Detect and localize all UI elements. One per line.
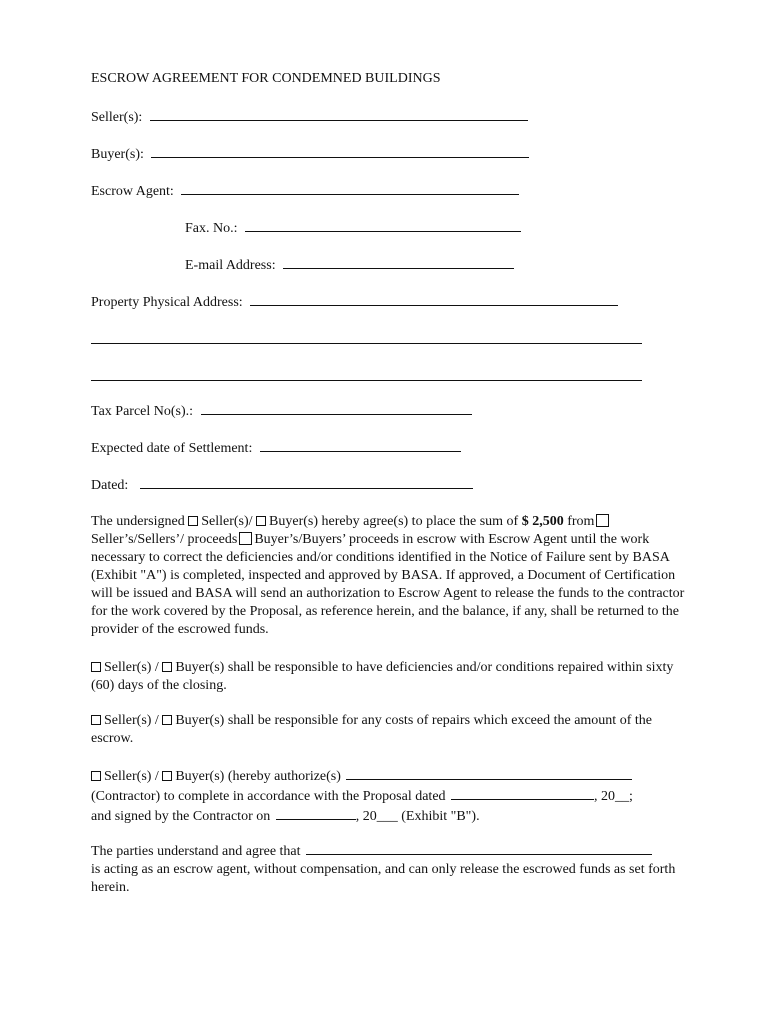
tax-parcel-label: Tax Parcel No(s).:	[91, 404, 194, 419]
para1-text-6: Buyer’s/Buyers’ proceeds in escrow with Escrow Agent until the work necessary to correct the deficiencies and/or conditions identified in the Notice of Failure sent by BASA (Exhibit "A") is completed, inspected and approved by BASA. If approved, a Document of Certification will be issued and BASA will send an authorization to Escrow Agent to release the funds to the contractor for the work covered by the Proposal, as reference herein, and the balance, if any, shall be returned to the provider of the escrowed funds.	[91, 532, 685, 637]
dated-row	[91, 475, 473, 495]
para1-text-2: Seller(s)/	[201, 514, 253, 529]
para4-text-5: and signed by the Contractor on	[91, 809, 271, 824]
settlement-date-field[interactable]	[260, 438, 461, 452]
para3-text-1: Seller(s) /	[104, 713, 159, 728]
para4-text-4: , 20__;	[594, 789, 633, 804]
para3-text-2: Buyer(s) shall be responsible for any costs of repairs which exceed the amount of the escrow.	[91, 713, 652, 746]
fax-label: Fax. No.:	[185, 221, 238, 236]
fax-row	[185, 218, 521, 238]
authorize-buyer-checkbox[interactable]	[162, 771, 172, 781]
document-title: ESCROW AGREEMENT FOR CONDEMNED BUILDINGS	[91, 71, 441, 86]
para1-text-1: The undersigned	[91, 514, 185, 529]
property-address-line-3[interactable]	[91, 367, 642, 381]
dated-label: Dated:	[91, 478, 129, 493]
escrow-terms-paragraph	[91, 513, 691, 639]
fax-field[interactable]	[245, 218, 521, 232]
cost-responsibility-paragraph	[91, 712, 691, 748]
authorize-seller-checkbox[interactable]	[91, 771, 101, 781]
buyers-label: Buyer(s):	[91, 147, 144, 162]
para2-text-2: Buyer(s) shall be responsible to have deficiencies and/or conditions repaired within sixty (60) days of the closing.	[91, 660, 674, 693]
para2-text-1: Seller(s) /	[104, 660, 159, 675]
para4-text-3: (Contractor) to complete in accordance with the Proposal dated	[91, 789, 446, 804]
buyer-proceeds-checkbox[interactable]	[239, 532, 252, 545]
buyer-checkbox[interactable]	[256, 516, 266, 526]
escrow-agent-row	[91, 181, 519, 201]
para5-text-1: The parties understand and agree that	[91, 844, 301, 859]
email-label: E-mail Address:	[185, 258, 276, 273]
contractor-sign-date-field[interactable]	[276, 806, 356, 820]
proposal-date-field[interactable]	[451, 786, 594, 800]
property-address-label: Property Physical Address:	[91, 295, 243, 310]
escrow-agent-name-field[interactable]	[306, 841, 652, 855]
escrow-agent-acknowledgment-paragraph	[91, 841, 691, 897]
para4-text-1: Seller(s) /	[104, 769, 159, 784]
sellers-field[interactable]	[150, 107, 528, 121]
repair-responsibility-paragraph	[91, 659, 691, 695]
seller-proceeds-checkbox[interactable]	[596, 514, 609, 527]
sellers-row	[91, 107, 528, 127]
buyers-field[interactable]	[151, 144, 529, 158]
repair-seller-checkbox[interactable]	[91, 662, 101, 672]
para1-text-4: from	[567, 514, 595, 529]
para1-text-3: Buyer(s) hereby agree(s) to place the sum of	[269, 514, 519, 529]
dated-field[interactable]	[140, 475, 473, 489]
para1-text-5: Seller’s/Sellers’/ proceeds	[91, 532, 238, 547]
para4-text-2: Buyer(s) (hereby authorize(s)	[175, 769, 341, 784]
escrow-agent-label: Escrow Agent:	[91, 184, 174, 199]
sellers-label: Seller(s):	[91, 110, 143, 125]
email-row	[185, 255, 514, 275]
para4-text-6: , 20___ (Exhibit "B").	[355, 809, 480, 824]
property-address-field[interactable]	[250, 292, 618, 306]
seller-checkbox[interactable]	[188, 516, 198, 526]
property-address-row	[91, 292, 618, 312]
tax-parcel-row	[91, 401, 472, 421]
escrow-agent-field[interactable]	[181, 181, 519, 195]
property-address-line-2[interactable]	[91, 330, 642, 344]
settlement-date-label: Expected date of Settlement:	[91, 441, 253, 456]
cost-seller-checkbox[interactable]	[91, 715, 101, 725]
para5-text-2: is acting as an escrow agent, without compensation, and can only release the escrowed funds as set forth herein.	[91, 862, 676, 895]
contractor-name-field[interactable]	[346, 766, 632, 780]
tax-parcel-field[interactable]	[201, 401, 472, 415]
escrow-amount: $ 2,500	[521, 514, 564, 529]
settlement-date-row	[91, 438, 461, 458]
cost-buyer-checkbox[interactable]	[162, 715, 172, 725]
repair-buyer-checkbox[interactable]	[162, 662, 172, 672]
email-field[interactable]	[283, 255, 514, 269]
contractor-authorization-paragraph	[91, 766, 691, 826]
buyers-row	[91, 144, 529, 164]
